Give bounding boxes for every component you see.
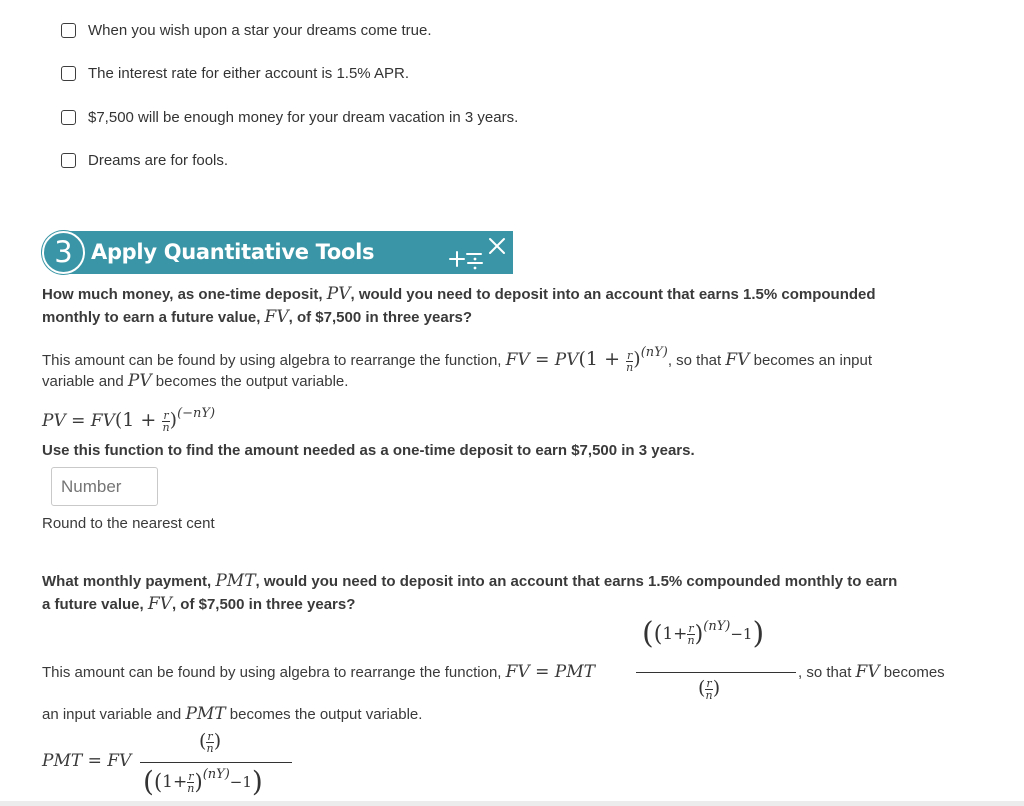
q2-explanation-line1 [42,661,595,684]
one: 1 [122,409,135,431]
q1-explanation-line1: This amount can be found by using algebra to rearrange the function, FV = PV(1 + $\frac{r}{n}$ )(nY), so that FV becomes an input [42,345,873,374]
exponent: (nY) [703,619,731,634]
question-1 [42,283,876,329]
var-fv: FV [725,350,750,370]
n: n [626,360,634,374]
q2-text: , would you need to deposit into an account that earns 1.5% compounded monthly to earn [255,573,898,590]
text: an input variable and [42,706,186,723]
minus-one: −1 [730,625,753,643]
checkbox[interactable] [61,23,76,38]
var-pv: PV [554,350,579,370]
option-label: Dreams are for fools. [88,151,229,169]
q2-formula-numerator: ( $\frac{r}{n}$ ) [199,729,222,755]
r-over-n [206,731,213,754]
text: becomes the output variable. [225,706,423,723]
q2-numerator: ((1+ $\frac{r}{n}$ )$^{(nY)}$−1) [642,616,765,651]
equals: = [535,662,550,682]
q2-explanation-tail [798,661,945,684]
r: r [706,676,712,690]
minus-one: −1 [229,773,252,791]
q1-explanation-line2 [42,370,348,393]
equals: = [87,751,102,771]
r: r [627,348,633,362]
text: , so that [667,352,726,369]
q2-formula-denominator: ((1+ $\frac{r}{n}$ )$^{(nY)}$−1) [143,765,263,798]
one: 1 [162,772,173,792]
text: becomes the output variable. [151,373,349,390]
var-fv: FV [264,307,289,327]
var-pv: PV [326,284,351,304]
option-label: When you wish upon a star your dreams come true. [88,21,432,39]
var-fv: FV [90,411,115,431]
fraction-bar [140,762,292,763]
n: n [162,421,170,435]
q2-denominator: ( $\frac{r}{n}$ ) [698,676,721,702]
q1-formula: PV = FV(1 + $\frac{r}{n}$ )$^{(-nY)}$ [42,406,216,435]
section-title: Apply Quantitative Tools [91,240,375,264]
text: becomes [879,664,945,681]
bottom-divider [0,801,1024,806]
fraction-bar [636,672,796,673]
option-label: The interest rate for either account is 1.5% APR. [88,64,409,82]
var-fv: FV [505,350,530,370]
var-pv: PV [42,411,66,431]
q1-text: , of $7,500 in three years? [288,309,473,326]
var-pmt: PMT [185,704,226,724]
q1-instruction: Use this function to find the amount needed as a one-time deposit to earn $7,500 in 3 years. [42,442,695,459]
text: variable and [42,373,128,390]
text: becomes an input [749,352,873,369]
option-label: $7,500 will be enough money for your dream vacation in 3 years. [88,108,519,126]
plus: + [140,409,157,431]
n: n [206,741,214,755]
text: , so that [798,664,856,681]
var-pv: PV [127,371,152,391]
q2-text: a future value, [42,596,148,613]
q2-explanation-line2 [42,703,422,726]
var-fv: FV [107,751,132,771]
n: n [687,634,695,647]
section-banner [42,231,513,274]
one: 1 [662,624,674,644]
n: n [187,782,195,795]
question-2 [42,570,897,616]
q1-text: , would you need to deposit into an account that earns 1.5% compounded [350,286,876,303]
text: This amount can be found by using algebra to rearrange the function, [42,352,506,369]
section-number: 3 [42,231,85,274]
var-pmt: PMT [215,571,256,591]
var-fv: FV [147,594,172,614]
exponent: (−nY) [177,406,216,421]
r-over-n [705,678,712,701]
checkbox[interactable] [61,153,76,168]
checkbox[interactable] [61,66,76,81]
exponent: (nY) [202,767,230,782]
plus: + [604,348,620,370]
one: 1 [585,348,599,370]
var-pmt: PMT [554,662,595,682]
text: This amount can be found by using algebra to rearrange the function, [42,664,506,681]
option-3[interactable] [61,107,518,127]
option-4[interactable] [61,150,228,170]
option-2[interactable] [61,63,409,83]
q1-text: monthly to earn a future value, [42,309,265,326]
equals: = [529,350,555,370]
q2-formula-lhs [42,750,131,772]
r: r [188,770,194,783]
option-1[interactable] [61,20,432,40]
exponent: (nY) [640,345,668,360]
r: r [163,409,169,423]
equals: = [71,411,86,431]
checkbox[interactable] [61,110,76,125]
n: n [705,688,713,702]
math-operators-icon [446,235,508,271]
q1-text: How much money, as one-time deposit, [42,286,327,303]
q2-text: What monthly payment, [42,573,216,590]
r-over-n [687,623,694,646]
round-note: Round to the nearest cent [42,515,215,532]
q2-text: , of $7,500 in three years? [171,596,356,613]
r: r [207,729,213,743]
var-fv: FV [505,662,530,682]
r: r [688,622,694,635]
var-pmt: PMT [42,751,83,771]
var-fv: FV [855,662,880,682]
r-over-n [162,410,169,433]
plus: + [673,624,688,644]
plus: + [172,772,188,792]
answer-number-input[interactable] [51,467,158,506]
